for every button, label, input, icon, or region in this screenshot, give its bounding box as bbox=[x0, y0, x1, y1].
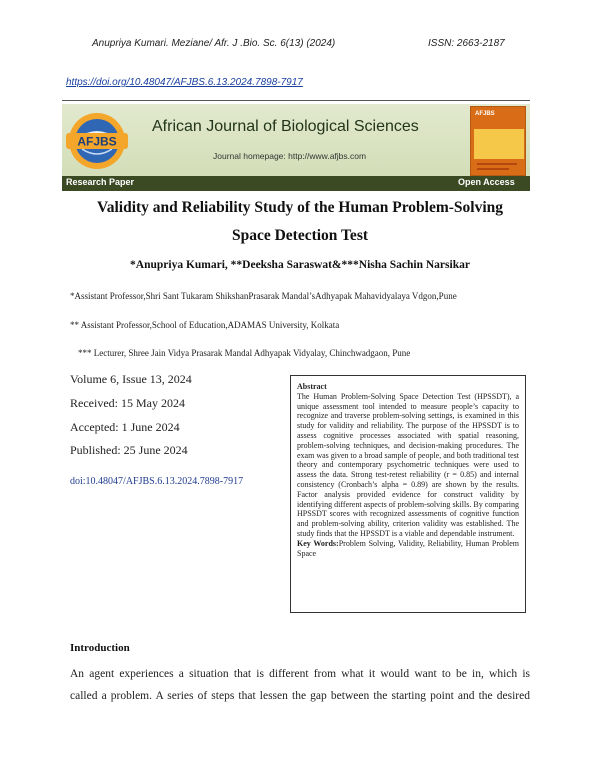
intro-line-1: An agent experiences a situation that is different from what it would want to be in, which is bbox=[70, 668, 530, 680]
abstract-box bbox=[290, 375, 526, 613]
affiliation-1: *Assistant Professor,Shri Sant Tukaram ShikshanPrasarak Mandal’sAdhyapak Mahavidyalaya Vdgon,Pune bbox=[70, 291, 457, 301]
journal-logo bbox=[64, 109, 130, 173]
journal-cover-image bbox=[470, 106, 526, 176]
doi-link-top[interactable]: https://doi.org/10.48047/AFJBS.6.13.2024.7898-7917 bbox=[66, 77, 303, 88]
introduction-heading: Introduction bbox=[70, 642, 130, 654]
open-access-label: Open Access bbox=[458, 177, 515, 187]
cover-line bbox=[477, 168, 509, 170]
header-rule bbox=[62, 100, 530, 101]
running-head bbox=[92, 38, 512, 49]
affiliation-3: *** Lecturer, Shree Jain Vidya Prasarak Mandal Adhyapak Vidyalay, Chinchwadgaon, Pune bbox=[78, 348, 411, 358]
paper-type-label: Research Paper bbox=[66, 177, 135, 187]
logo-text: AFJBS bbox=[77, 134, 117, 149]
title-line-1: Validity and Reliability Study of the Human Problem-Solving bbox=[96, 199, 504, 216]
intro-line-2: called a problem. A series of steps that lessen the gap between the starting point and the desired bbox=[70, 690, 530, 702]
title-line-2: Space Detection Test bbox=[231, 227, 369, 244]
issn: ISSN: 2663-2187 bbox=[428, 38, 505, 49]
journal-homepage[interactable]: Journal homepage: http://www.afjbs.com bbox=[213, 151, 367, 161]
volume-issue: Volume 6, Issue 13, 2024 bbox=[70, 372, 192, 386]
cover-line bbox=[477, 163, 517, 165]
keywords bbox=[297, 539, 519, 559]
article-doi[interactable]: doi:10.48047/AFJBS.6.13.2024.7898-7917 bbox=[70, 476, 244, 487]
author-list: *Anupriya Kumari, **Deeksha Saraswat&***Nisha Sachin Narsikar bbox=[130, 259, 470, 271]
received-date: Received: 15 May 2024 bbox=[70, 396, 185, 410]
affiliation-2: ** Assistant Professor,School of Education,ADAMAS University, Kolkata bbox=[70, 320, 340, 330]
accepted-date: Accepted: 1 June 2024 bbox=[70, 420, 180, 434]
abstract-text: The Human Problem-Solving Space Detection Test (HPSSDT), a unique assessment tool intended to measure people’s capacity to recognize and traverse problem-solving settings, is examined in this study for validity and reliability. The purpose of the HPSSDT is to assess cognitive processes associated with spatial reasoning, problem-solving techniques, and decision-making procedures. The exam was given to a broad sample of people, and both traditional test theory and contemporary psychometric techniques were used to assess the data. Strong test-retest reliability (r = 0.85) and internal consistency (Cronbach’s alpha = 0.89) are shown by the results. Factor analysis provided evidence for construct validity by identifying different aspects of problem-solving skills. By comparing HPSSDT scores with recognized assessments of cognitive function and problem-solving ability, criterion validity was established. The study finds that the HPSSDT is a viable and dependable instrument. bbox=[297, 391, 519, 538]
cover-label: AFJBS bbox=[475, 111, 495, 117]
keywords-list: Problem Solving, Validity, Reliability, Human Problem Space bbox=[297, 538, 520, 558]
published-date: Published: 25 June 2024 bbox=[70, 443, 188, 457]
journal-banner bbox=[62, 104, 530, 178]
keywords-label: Key Words: bbox=[297, 538, 339, 548]
abstract-heading: Abstract bbox=[297, 382, 327, 391]
journal-name: African Journal of Biological Sciences bbox=[152, 118, 419, 135]
cover-band bbox=[474, 129, 524, 159]
running-head-citation: Anupriya Kumari. Meziane/ Afr. J .Bio. Sc. 6(13) (2024) bbox=[92, 38, 336, 49]
article-title bbox=[60, 194, 540, 250]
